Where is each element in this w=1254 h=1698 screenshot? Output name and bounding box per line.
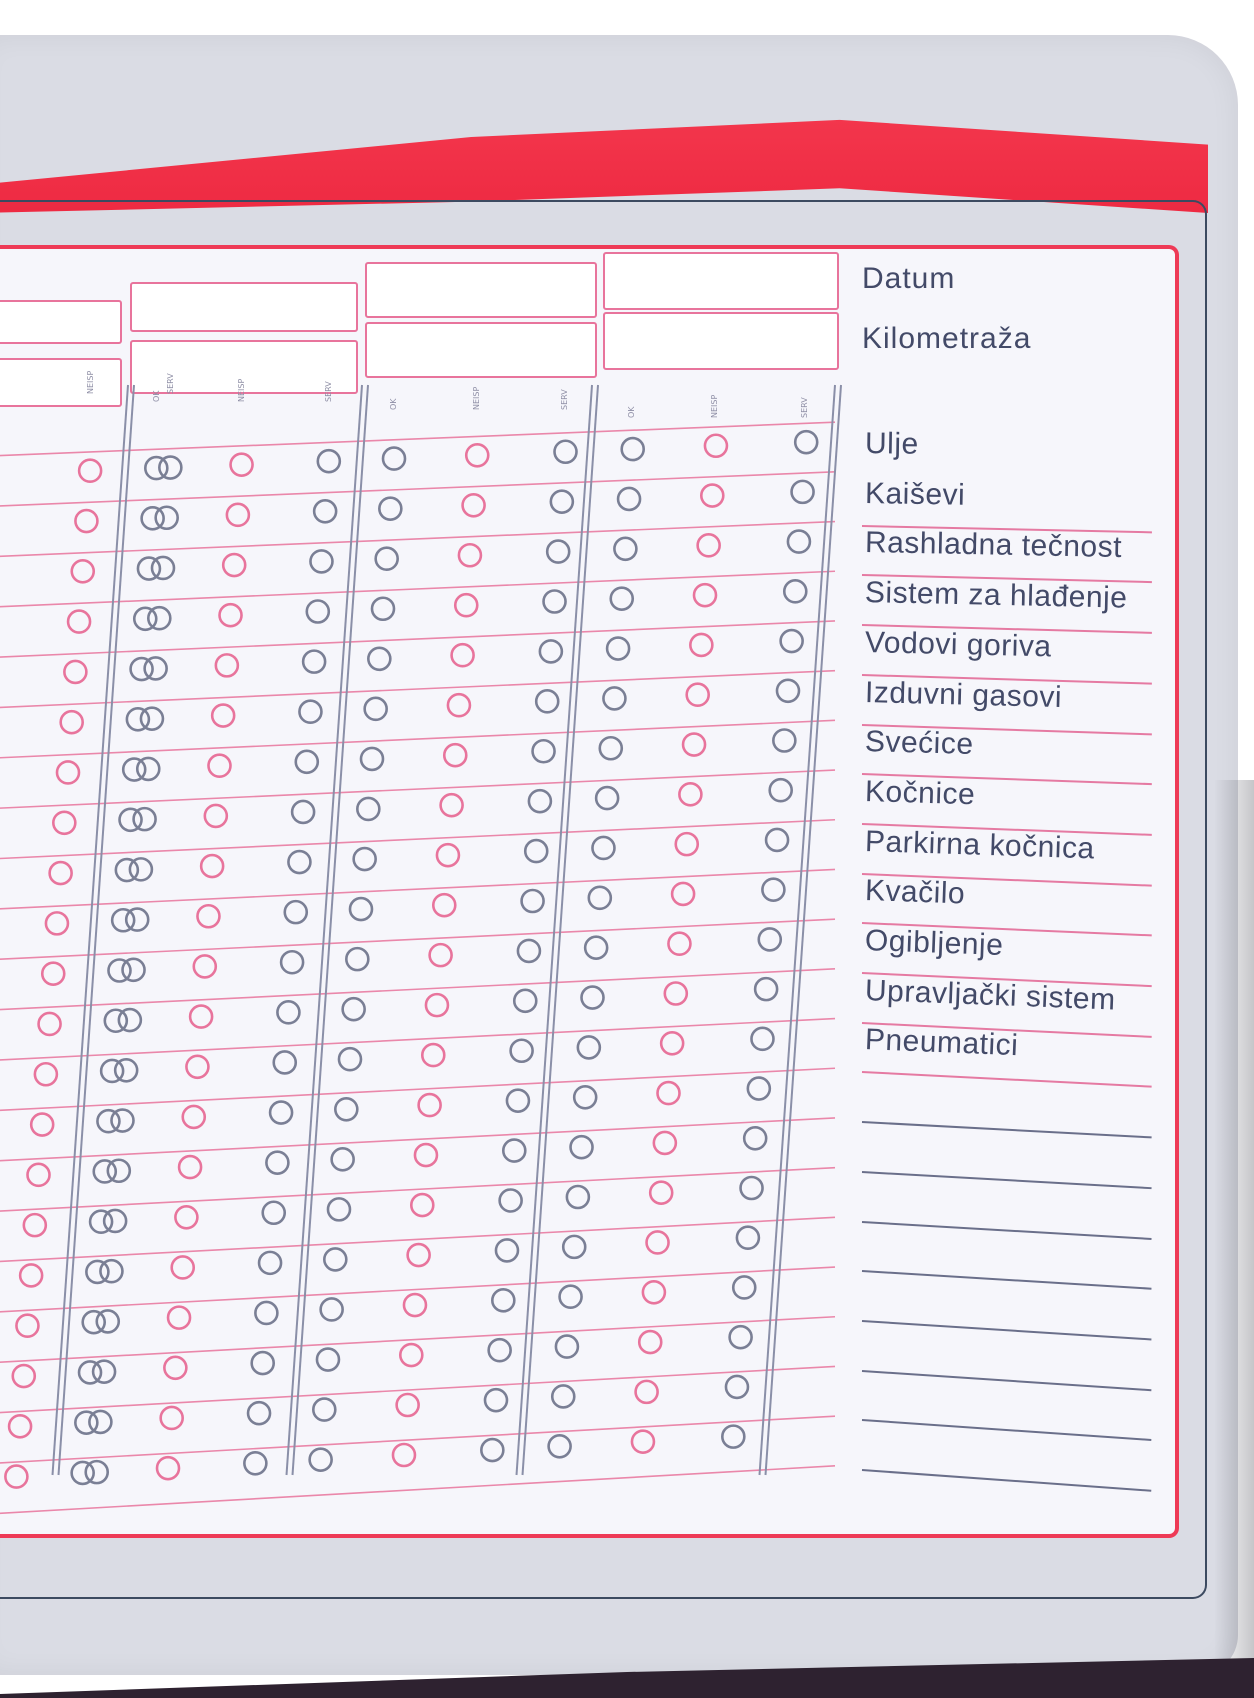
check-circle-serv[interactable] bbox=[248, 1402, 270, 1424]
check-circle-neisp[interactable] bbox=[212, 705, 234, 727]
check-circle-ok[interactable] bbox=[581, 987, 603, 1009]
check-circle-ok[interactable] bbox=[134, 608, 156, 630]
check-circle-neisp[interactable] bbox=[694, 584, 716, 606]
check-circle-serv[interactable] bbox=[285, 901, 307, 923]
column-code-label: NEISP bbox=[710, 394, 719, 418]
check-circle-neisp[interactable] bbox=[404, 1294, 426, 1316]
check-circle-ok[interactable] bbox=[350, 898, 372, 920]
check-circle-ok[interactable] bbox=[105, 1010, 127, 1032]
check-circle-serv[interactable] bbox=[288, 851, 310, 873]
item-label: Ulje bbox=[864, 427, 919, 461]
check-circle-ok[interactable] bbox=[354, 848, 376, 870]
row-separator bbox=[0, 1168, 835, 1212]
row-separator bbox=[0, 1267, 835, 1313]
check-circle-serv[interactable] bbox=[762, 879, 784, 901]
check-circle-neisp[interactable] bbox=[698, 534, 720, 556]
check-circle-neisp[interactable] bbox=[448, 694, 470, 716]
column-code-label: SERV bbox=[800, 397, 809, 418]
check-circle-serv[interactable] bbox=[514, 990, 536, 1012]
check-circle-serv[interactable] bbox=[795, 431, 817, 453]
check-circle-ok[interactable] bbox=[79, 1361, 101, 1383]
column-code-label: SERV bbox=[560, 389, 569, 410]
check-circle-neisp[interactable] bbox=[197, 905, 219, 927]
check-circle-ok[interactable] bbox=[563, 1236, 585, 1258]
check-circle-serv[interactable] bbox=[270, 1102, 292, 1124]
check-circle-ok[interactable] bbox=[127, 708, 149, 730]
check-circle-ok[interactable] bbox=[376, 548, 398, 570]
column-separator bbox=[293, 385, 368, 1475]
check-circle-ok[interactable] bbox=[560, 1286, 582, 1308]
check-circle-neisp[interactable] bbox=[400, 1344, 422, 1366]
check-circle-neisp[interactable] bbox=[5, 1466, 27, 1488]
check-circle-ok[interactable] bbox=[108, 959, 130, 981]
check-circle-ok[interactable] bbox=[339, 1048, 361, 1070]
check-circle-serv[interactable] bbox=[737, 1227, 759, 1249]
check-circle-serv[interactable] bbox=[500, 1189, 522, 1211]
check-circle-ok[interactable] bbox=[83, 1311, 105, 1333]
check-circle-neisp[interactable] bbox=[679, 783, 701, 805]
row-separator bbox=[0, 1118, 835, 1162]
column-separator bbox=[523, 385, 598, 1475]
check-circle-serv[interactable] bbox=[788, 531, 810, 553]
check-circle-ok[interactable] bbox=[328, 1198, 350, 1220]
check-circle-serv[interactable] bbox=[781, 630, 803, 652]
check-circle-ok[interactable] bbox=[101, 1060, 123, 1082]
check-circle-neisp[interactable] bbox=[57, 761, 79, 783]
check-circle-neisp[interactable] bbox=[46, 912, 68, 934]
check-circle-neisp[interactable] bbox=[411, 1194, 433, 1216]
column-code-label: OK bbox=[389, 398, 398, 410]
check-circle-neisp[interactable] bbox=[654, 1132, 676, 1154]
check-circle-serv[interactable] bbox=[748, 1078, 770, 1100]
check-circle-serv[interactable] bbox=[522, 890, 544, 912]
check-circle-ok[interactable] bbox=[611, 588, 633, 610]
check-circle-neisp[interactable] bbox=[444, 744, 466, 766]
check-circle-ok[interactable] bbox=[618, 488, 640, 510]
check-circle-neisp[interactable] bbox=[39, 1013, 61, 1035]
check-circle-ok[interactable] bbox=[123, 759, 145, 781]
check-circle-ok[interactable] bbox=[578, 1036, 600, 1058]
check-circle-ok[interactable] bbox=[75, 1412, 97, 1434]
check-circle-neisp[interactable] bbox=[179, 1156, 201, 1178]
check-circle-serv[interactable] bbox=[784, 580, 806, 602]
check-circle-serv[interactable] bbox=[755, 978, 777, 1000]
check-circle-neisp[interactable] bbox=[672, 883, 694, 905]
check-circle-neisp[interactable] bbox=[422, 1044, 444, 1066]
check-circle-ok[interactable] bbox=[596, 787, 618, 809]
check-circle-neisp[interactable] bbox=[208, 755, 230, 777]
check-circle-serv[interactable] bbox=[766, 829, 788, 851]
check-circle-serv[interactable] bbox=[259, 1252, 281, 1274]
column-code-label: NEISP bbox=[86, 370, 95, 394]
column-code-label: SERV bbox=[324, 381, 333, 402]
check-circle-neisp[interactable] bbox=[61, 711, 83, 733]
check-circle-ok[interactable] bbox=[138, 558, 160, 580]
check-circle-serv[interactable] bbox=[303, 651, 325, 673]
check-circle-neisp[interactable] bbox=[157, 1457, 179, 1479]
item-label: Upravljački sistem bbox=[864, 973, 1117, 1017]
check-circle-neisp[interactable] bbox=[647, 1231, 669, 1253]
check-circle-neisp[interactable] bbox=[433, 894, 455, 916]
check-circle-neisp[interactable] bbox=[636, 1381, 658, 1403]
check-circle-neisp[interactable] bbox=[35, 1063, 57, 1085]
check-circle-serv[interactable] bbox=[741, 1177, 763, 1199]
row-separator bbox=[0, 1317, 835, 1364]
item-label: Sistem za hlađenje bbox=[864, 576, 1128, 615]
check-circle-neisp[interactable] bbox=[661, 1032, 683, 1054]
check-circle-neisp[interactable] bbox=[220, 604, 242, 626]
check-circle-neisp[interactable] bbox=[223, 554, 245, 576]
check-circle-neisp[interactable] bbox=[441, 794, 463, 816]
item-label: Svećice bbox=[864, 725, 974, 762]
check-circle-neisp[interactable] bbox=[53, 812, 75, 834]
check-circle-neisp[interactable] bbox=[452, 644, 474, 666]
item-label: Kaiševi bbox=[864, 476, 966, 512]
check-circle-serv[interactable] bbox=[733, 1276, 755, 1298]
check-circle-ok[interactable] bbox=[585, 937, 607, 959]
item-label: Parkirna kočnica bbox=[864, 824, 1096, 865]
check-circle-serv[interactable] bbox=[263, 1202, 285, 1224]
row-separator bbox=[0, 820, 835, 860]
row-separator bbox=[0, 571, 835, 607]
item-label: Ogibljenje bbox=[864, 924, 1004, 963]
column-separator bbox=[760, 385, 835, 1475]
row-separator bbox=[0, 869, 835, 909]
check-circle-neisp[interactable] bbox=[172, 1256, 194, 1278]
check-circle-neisp[interactable] bbox=[657, 1082, 679, 1104]
column-code-label: SERV bbox=[166, 373, 175, 394]
check-circle-ok[interactable] bbox=[365, 698, 387, 720]
check-circle-neisp[interactable] bbox=[419, 1094, 441, 1116]
check-circle-ok[interactable] bbox=[310, 1449, 332, 1471]
check-circle-serv[interactable] bbox=[792, 481, 814, 503]
row-separator bbox=[0, 720, 835, 758]
check-circle-ok[interactable] bbox=[343, 998, 365, 1020]
check-circle-serv[interactable] bbox=[518, 940, 540, 962]
check-circle-serv[interactable] bbox=[307, 601, 329, 623]
check-circle-serv[interactable] bbox=[525, 840, 547, 862]
row-separator bbox=[0, 522, 835, 558]
check-circle-ok[interactable] bbox=[379, 498, 401, 520]
check-circle-serv[interactable] bbox=[496, 1239, 518, 1261]
mileage-label: Kilometraža bbox=[862, 322, 1032, 355]
check-circle-serv[interactable] bbox=[726, 1376, 748, 1398]
check-circle-ok[interactable] bbox=[321, 1298, 343, 1320]
check-circle-neisp[interactable] bbox=[701, 485, 723, 507]
check-circle-neisp[interactable] bbox=[676, 833, 698, 855]
check-circle-serv[interactable] bbox=[244, 1452, 266, 1474]
check-circle-neisp[interactable] bbox=[64, 661, 86, 683]
check-circle-ok[interactable] bbox=[335, 1098, 357, 1120]
column-separator bbox=[517, 385, 592, 1475]
check-circle-serv[interactable] bbox=[777, 680, 799, 702]
check-circle-neisp[interactable] bbox=[459, 544, 481, 566]
row-separator bbox=[0, 1466, 835, 1515]
check-circle-neisp[interactable] bbox=[687, 684, 709, 706]
check-circle-serv[interactable] bbox=[310, 550, 332, 572]
check-circle-serv[interactable] bbox=[529, 790, 551, 812]
item-label: Rashladna tečnost bbox=[864, 526, 1123, 565]
column-code-label: OK bbox=[152, 390, 161, 402]
check-circle-neisp[interactable] bbox=[430, 944, 452, 966]
column-code-label: OK bbox=[627, 406, 636, 418]
check-circle-serv[interactable] bbox=[730, 1326, 752, 1348]
check-circle-ok[interactable] bbox=[372, 598, 394, 620]
check-circle-neisp[interactable] bbox=[186, 1056, 208, 1078]
check-circle-ok[interactable] bbox=[120, 809, 142, 831]
check-circle-neisp[interactable] bbox=[231, 454, 253, 476]
check-circle-neisp[interactable] bbox=[75, 510, 97, 532]
row-separator bbox=[0, 1416, 835, 1464]
check-circle-ok[interactable] bbox=[313, 1399, 335, 1421]
check-circle-neisp[interactable] bbox=[42, 963, 64, 985]
check-circle-ok[interactable] bbox=[90, 1211, 112, 1233]
check-circle-neisp[interactable] bbox=[201, 855, 223, 877]
check-circle-serv[interactable] bbox=[770, 779, 792, 801]
check-circle-serv[interactable] bbox=[481, 1439, 503, 1461]
check-circle-ok[interactable] bbox=[116, 859, 138, 881]
check-circle-serv[interactable] bbox=[281, 951, 303, 973]
check-circle-serv[interactable] bbox=[266, 1152, 288, 1174]
check-circle-neisp[interactable] bbox=[650, 1182, 672, 1204]
check-circle-neisp[interactable] bbox=[426, 994, 448, 1016]
check-circle-neisp[interactable] bbox=[690, 634, 712, 656]
check-circle-neisp[interactable] bbox=[665, 983, 687, 1005]
row-separator bbox=[0, 671, 835, 709]
check-circle-ok[interactable] bbox=[97, 1110, 119, 1132]
check-circle-ok[interactable] bbox=[589, 887, 611, 909]
check-circle-serv[interactable] bbox=[299, 701, 321, 723]
check-circle-neisp[interactable] bbox=[16, 1315, 38, 1337]
check-circle-serv[interactable] bbox=[540, 640, 562, 662]
check-circle-ok[interactable] bbox=[607, 638, 629, 660]
check-circle-serv[interactable] bbox=[551, 491, 573, 513]
check-circle-neisp[interactable] bbox=[205, 805, 227, 827]
check-circle-neisp[interactable] bbox=[227, 504, 249, 526]
check-circle-serv[interactable] bbox=[485, 1389, 507, 1411]
check-circle-ok[interactable] bbox=[131, 658, 153, 680]
check-circle-serv[interactable] bbox=[489, 1339, 511, 1361]
check-circle-neisp[interactable] bbox=[216, 654, 238, 676]
check-circle-ok[interactable] bbox=[614, 538, 636, 560]
check-circle-ok[interactable] bbox=[94, 1160, 116, 1182]
check-circle-neisp[interactable] bbox=[9, 1415, 31, 1437]
item-label: Kvačilo bbox=[864, 874, 966, 911]
check-circle-serv[interactable] bbox=[277, 1001, 299, 1023]
check-circle-ok[interactable] bbox=[72, 1462, 94, 1484]
check-circle-ok[interactable] bbox=[592, 837, 614, 859]
check-circle-ok[interactable] bbox=[86, 1261, 108, 1283]
check-circle-neisp[interactable] bbox=[190, 1006, 212, 1028]
check-circle-ok[interactable] bbox=[549, 1435, 571, 1457]
check-circle-neisp[interactable] bbox=[72, 560, 94, 582]
check-circle-neisp[interactable] bbox=[28, 1164, 50, 1186]
check-circle-neisp[interactable] bbox=[13, 1365, 35, 1387]
check-circle-neisp[interactable] bbox=[24, 1214, 46, 1236]
check-circle-neisp[interactable] bbox=[183, 1106, 205, 1128]
check-circle-serv[interactable] bbox=[744, 1127, 766, 1149]
check-circle-ok[interactable] bbox=[346, 948, 368, 970]
check-circle-neisp[interactable] bbox=[455, 594, 477, 616]
check-circle-ok[interactable] bbox=[317, 1349, 339, 1371]
check-circle-neisp[interactable] bbox=[50, 862, 72, 884]
check-circle-ok[interactable] bbox=[324, 1248, 346, 1270]
date-label: Datum bbox=[862, 262, 956, 295]
check-circle-ok[interactable] bbox=[368, 648, 390, 670]
check-circle-serv[interactable] bbox=[547, 541, 569, 563]
check-circle-neisp[interactable] bbox=[463, 494, 485, 516]
check-circle-ok[interactable] bbox=[552, 1385, 574, 1407]
check-circle-neisp[interactable] bbox=[31, 1114, 53, 1136]
check-circle-serv[interactable] bbox=[544, 591, 566, 613]
check-circle-ok[interactable] bbox=[600, 737, 622, 759]
check-circle-neisp[interactable] bbox=[639, 1331, 661, 1353]
check-circle-serv[interactable] bbox=[296, 751, 318, 773]
check-circle-serv[interactable] bbox=[314, 500, 336, 522]
check-circle-ok[interactable] bbox=[383, 448, 405, 470]
check-circle-neisp[interactable] bbox=[164, 1357, 186, 1379]
check-circle-serv[interactable] bbox=[255, 1302, 277, 1324]
check-circle-neisp[interactable] bbox=[20, 1264, 42, 1286]
item-label: Izduvni gasovi bbox=[864, 675, 1063, 714]
check-circle-ok[interactable] bbox=[142, 507, 164, 529]
check-circle-serv[interactable] bbox=[292, 801, 314, 823]
check-circle-ok[interactable] bbox=[567, 1186, 589, 1208]
item-label: Kočnice bbox=[864, 774, 976, 812]
check-circle-serv[interactable] bbox=[252, 1352, 274, 1374]
check-circle-serv[interactable] bbox=[722, 1426, 744, 1448]
check-circle-neisp[interactable] bbox=[194, 955, 216, 977]
check-circle-neisp[interactable] bbox=[161, 1407, 183, 1429]
check-circle-neisp[interactable] bbox=[393, 1444, 415, 1466]
column-code-label: NEISP bbox=[237, 378, 246, 402]
check-circle-serv[interactable] bbox=[503, 1140, 525, 1162]
check-circle-ok[interactable] bbox=[574, 1086, 596, 1108]
column-separator bbox=[287, 385, 362, 1475]
check-circle-ok[interactable] bbox=[361, 748, 383, 770]
check-circle-neisp[interactable] bbox=[397, 1394, 419, 1416]
check-circle-ok[interactable] bbox=[332, 1148, 354, 1170]
check-circle-ok[interactable] bbox=[145, 457, 167, 479]
check-circle-ok[interactable] bbox=[357, 798, 379, 820]
check-circle-neisp[interactable] bbox=[466, 444, 488, 466]
item-label: Pneumatici bbox=[864, 1023, 1019, 1063]
check-circle-neisp[interactable] bbox=[79, 460, 101, 482]
check-circle-serv[interactable] bbox=[751, 1028, 773, 1050]
check-circle-serv[interactable] bbox=[555, 441, 577, 463]
check-circle-serv[interactable] bbox=[511, 1040, 533, 1062]
check-circle-ok[interactable] bbox=[603, 687, 625, 709]
check-circle-neisp[interactable] bbox=[683, 734, 705, 756]
check-circle-neisp[interactable] bbox=[168, 1307, 190, 1329]
check-circle-neisp[interactable] bbox=[175, 1206, 197, 1228]
check-circle-serv[interactable] bbox=[759, 928, 781, 950]
check-circle-neisp[interactable] bbox=[643, 1281, 665, 1303]
check-circle-neisp[interactable] bbox=[705, 435, 727, 457]
check-circle-serv[interactable] bbox=[773, 729, 795, 751]
check-circle-ok[interactable] bbox=[556, 1336, 578, 1358]
row-separator bbox=[0, 919, 835, 960]
check-circle-serv[interactable] bbox=[533, 740, 555, 762]
item-label: Vodovi goriva bbox=[864, 625, 1052, 664]
check-circle-ok[interactable] bbox=[571, 1136, 593, 1158]
check-circle-neisp[interactable] bbox=[632, 1431, 654, 1453]
check-circle-neisp[interactable] bbox=[415, 1144, 437, 1166]
check-circle-ok[interactable] bbox=[112, 909, 134, 931]
check-circle-serv[interactable] bbox=[318, 450, 340, 472]
check-circle-serv[interactable] bbox=[492, 1289, 514, 1311]
check-circle-serv[interactable] bbox=[274, 1051, 296, 1073]
check-circle-neisp[interactable] bbox=[68, 611, 90, 633]
check-circle-neisp[interactable] bbox=[408, 1244, 430, 1266]
check-circle-serv[interactable] bbox=[507, 1090, 529, 1112]
check-circle-ok[interactable] bbox=[622, 438, 644, 460]
check-circle-serv[interactable] bbox=[536, 690, 558, 712]
check-circle-neisp[interactable] bbox=[437, 844, 459, 866]
check-circle-neisp[interactable] bbox=[668, 933, 690, 955]
column-code-label: NEISP bbox=[472, 386, 481, 410]
